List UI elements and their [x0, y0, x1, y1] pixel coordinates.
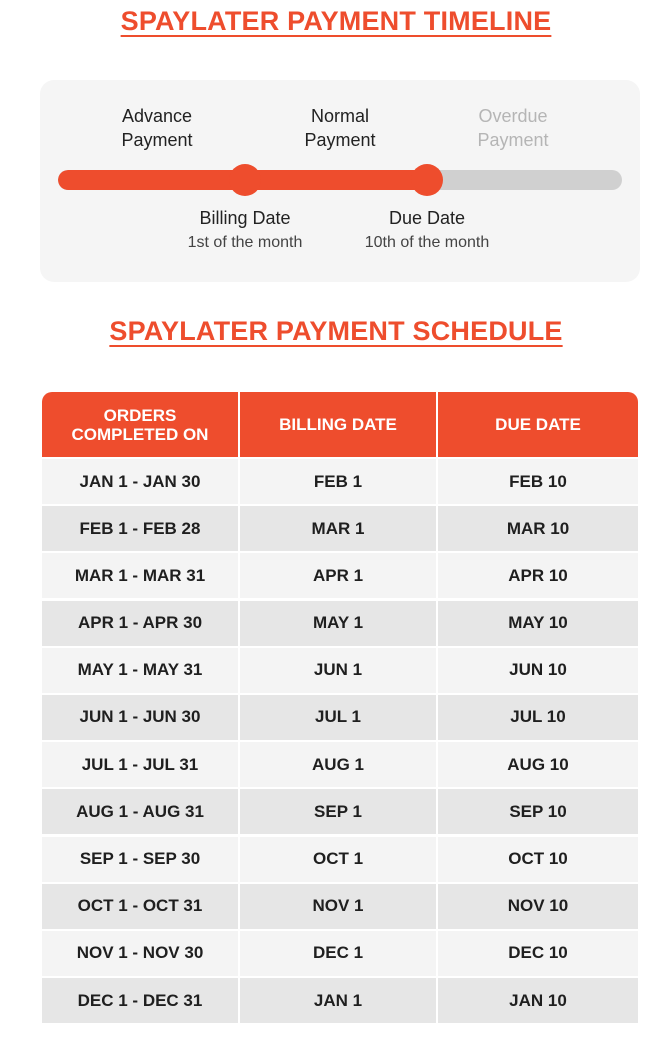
orders-completed-cell: NOV 1 - NOV 30 — [42, 931, 240, 976]
timeline-title-text: SPAYLATER PAYMENT TIMELINE — [120, 6, 552, 36]
orders-completed-cell: JUN 1 - JUN 30 — [42, 695, 240, 740]
table-row — [42, 884, 638, 929]
header-orders-completed-on: ORDERS COMPLETED ON — [42, 392, 240, 457]
timeline-card — [40, 80, 640, 282]
timeline-track — [58, 170, 622, 190]
billing-date-cell: NOV 1 — [240, 884, 438, 929]
header-billing-date: BILLING DATE — [240, 392, 438, 457]
billing-date-cell: FEB 1 — [240, 459, 438, 504]
billing-date-cell: JUL 1 — [240, 695, 438, 740]
billing-date-cell: AUG 1 — [240, 742, 438, 787]
table-row — [42, 459, 638, 504]
due-date-cell: OCT 10 — [438, 837, 638, 882]
orders-completed-cell: SEP 1 - SEP 30 — [42, 837, 240, 882]
orders-completed-cell: AUG 1 - AUG 31 — [42, 789, 240, 834]
orders-completed-cell: APR 1 - APR 30 — [42, 601, 240, 646]
due-date-cell: JAN 10 — [438, 978, 638, 1023]
orders-completed-cell: MAY 1 - MAY 31 — [42, 648, 240, 693]
table-row — [42, 506, 638, 551]
timeline-title — [0, 6, 672, 37]
phase-label-overdue: Overdue Payment — [477, 106, 549, 150]
table-body — [42, 459, 638, 1023]
billing-date-cell: JUN 1 — [240, 648, 438, 693]
table-row — [42, 695, 638, 740]
table-row — [42, 648, 638, 693]
billing-date-marker — [229, 164, 261, 196]
due-date-cell: NOV 10 — [438, 884, 638, 929]
table-row — [42, 931, 638, 976]
table-row — [42, 742, 638, 787]
payment-schedule-table — [42, 392, 638, 1023]
due-date-title: Due Date — [388, 208, 466, 228]
table-row — [42, 553, 638, 598]
due-date-cell: FEB 10 — [438, 459, 638, 504]
table-row — [42, 601, 638, 646]
table-row — [42, 837, 638, 882]
schedule-title-text: SPAYLATER PAYMENT SCHEDULE — [109, 316, 563, 346]
phase-label-normal: Normal Payment — [304, 106, 376, 150]
due-date-cell: DEC 10 — [438, 931, 638, 976]
due-date-marker — [411, 164, 443, 196]
billing-date-cell: MAR 1 — [240, 506, 438, 551]
billing-date-cell: OCT 1 — [240, 837, 438, 882]
billing-date-cell: SEP 1 — [240, 789, 438, 834]
due-date-subtitle: 10th of the month — [364, 234, 490, 251]
orders-completed-cell: FEB 1 - FEB 28 — [42, 506, 240, 551]
due-date-cell: MAR 10 — [438, 506, 638, 551]
billing-date-cell: APR 1 — [240, 553, 438, 598]
billing-date-subtitle: 1st of the month — [187, 234, 303, 251]
due-date-cell: MAY 10 — [438, 601, 638, 646]
due-date-cell: JUL 10 — [438, 695, 638, 740]
billing-date-title: Billing Date — [199, 208, 291, 228]
billing-date-caption — [155, 206, 335, 256]
table-header — [42, 392, 638, 457]
orders-completed-cell: MAR 1 - MAR 31 — [42, 553, 240, 598]
billing-date-cell: MAY 1 — [240, 601, 438, 646]
phase-label-advance: Advance Payment — [121, 106, 193, 150]
billing-date-cell: DEC 1 — [240, 931, 438, 976]
due-date-cell: AUG 10 — [438, 742, 638, 787]
due-date-cell: JUN 10 — [438, 648, 638, 693]
orders-completed-cell: JAN 1 - JAN 30 — [42, 459, 240, 504]
due-date-cell: SEP 10 — [438, 789, 638, 834]
due-date-cell: APR 10 — [438, 553, 638, 598]
due-date-caption — [337, 206, 517, 256]
orders-completed-cell: DEC 1 - DEC 31 — [42, 978, 240, 1023]
header-due-date: DUE DATE — [495, 415, 581, 434]
table-row — [42, 789, 638, 834]
billing-date-cell: JAN 1 — [240, 978, 438, 1023]
schedule-title — [0, 316, 672, 347]
orders-completed-cell: JUL 1 - JUL 31 — [42, 742, 240, 787]
orders-completed-cell: OCT 1 - OCT 31 — [42, 884, 240, 929]
table-row — [42, 978, 638, 1023]
